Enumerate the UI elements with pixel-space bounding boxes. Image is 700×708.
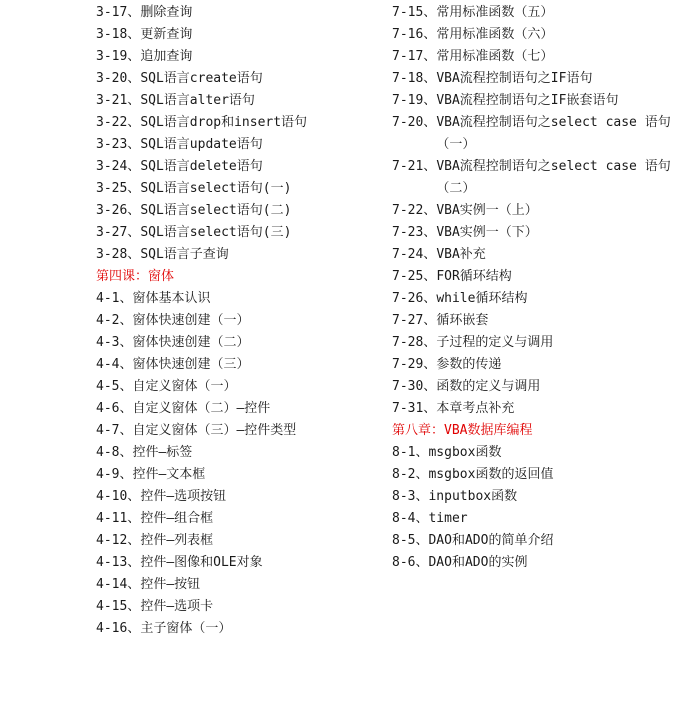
lesson-number: 7-17、 bbox=[392, 49, 437, 64]
lesson-title: 控件—按钮 bbox=[140, 577, 201, 592]
lesson-title: 主子窗体（一） bbox=[140, 621, 232, 636]
lesson-title: 控件—选项按钮 bbox=[140, 489, 227, 504]
lesson-item bbox=[96, 156, 386, 178]
lesson-number: 8-3、 bbox=[392, 489, 429, 504]
lesson-number: 7-24、 bbox=[392, 247, 437, 262]
lesson-title: 函数的定义与调用 bbox=[436, 379, 541, 394]
lesson-item bbox=[96, 68, 386, 90]
lesson-number: 7-21、 bbox=[392, 159, 437, 174]
lesson-item bbox=[96, 376, 386, 398]
lesson-number: 7-20、 bbox=[392, 115, 437, 130]
lesson-title: SQL语言select语句(二) bbox=[140, 203, 292, 218]
lesson-item bbox=[96, 530, 386, 552]
lesson-title: SQL语言select语句(三) bbox=[140, 225, 292, 240]
lesson-item bbox=[392, 200, 692, 222]
lesson-number: 8-5、 bbox=[392, 533, 429, 548]
lesson-item bbox=[392, 24, 692, 46]
lesson-item bbox=[392, 288, 692, 310]
lesson-title: 常用标准函数（五） bbox=[436, 5, 554, 20]
lesson-number: 4-11、 bbox=[96, 511, 141, 526]
lesson-number: 4-15、 bbox=[96, 599, 141, 614]
lesson-title: SQL语言create语句 bbox=[140, 71, 263, 86]
lesson-title: 控件—列表框 bbox=[140, 533, 214, 548]
lesson-number: 7-15、 bbox=[392, 5, 437, 20]
lesson-item bbox=[96, 112, 386, 134]
lesson-title: 常用标准函数（六） bbox=[436, 27, 554, 42]
lesson-number: 7-28、 bbox=[392, 335, 437, 350]
lesson-item bbox=[96, 442, 386, 464]
lesson-title: VBA流程控制语句之select case 语句（一） bbox=[436, 115, 671, 152]
lesson-item bbox=[96, 486, 386, 508]
lesson-number: 4-7、 bbox=[96, 423, 133, 438]
lesson-item bbox=[96, 618, 386, 640]
lesson-title: 自定义窗体（三）—控件类型 bbox=[132, 423, 297, 438]
lesson-number: 7-18、 bbox=[392, 71, 437, 86]
lesson-number: 7-30、 bbox=[392, 379, 437, 394]
lesson-number: 3-19、 bbox=[96, 49, 141, 64]
lesson-item bbox=[392, 332, 692, 354]
lesson-number: 7-22、 bbox=[392, 203, 437, 218]
lesson-title: 自定义窗体（一） bbox=[132, 379, 237, 394]
lesson-title: VBA补充 bbox=[436, 247, 486, 262]
lesson-number: 7-26、 bbox=[392, 291, 437, 306]
lesson-number: 4-5、 bbox=[96, 379, 133, 394]
lesson-title: VBA流程控制语句之IF嵌套语句 bbox=[436, 93, 619, 108]
lesson-number: 3-25、 bbox=[96, 181, 141, 196]
lesson-item bbox=[392, 90, 692, 112]
lesson-title: FOR循环结构 bbox=[436, 269, 512, 284]
lesson-item bbox=[96, 552, 386, 574]
lesson-item bbox=[392, 2, 692, 24]
lesson-item bbox=[96, 90, 386, 112]
lesson-item bbox=[392, 530, 692, 552]
lesson-number: 3-23、 bbox=[96, 137, 141, 152]
lesson-item bbox=[96, 310, 386, 332]
lesson-title: DAO和ADO的实例 bbox=[428, 555, 528, 570]
lesson-number: 4-16、 bbox=[96, 621, 141, 636]
lesson-item bbox=[96, 222, 386, 244]
lesson-item bbox=[392, 112, 692, 156]
lesson-number: 4-6、 bbox=[96, 401, 133, 416]
lesson-number: 4-14、 bbox=[96, 577, 141, 592]
lesson-title: 子过程的定义与调用 bbox=[436, 335, 554, 350]
lesson-title: 参数的传递 bbox=[436, 357, 502, 372]
lesson-title: 更新查询 bbox=[140, 27, 193, 42]
lesson-title: 控件—图像和OLE对象 bbox=[140, 555, 263, 570]
lesson-number: 3-22、 bbox=[96, 115, 141, 130]
left-column bbox=[96, 2, 386, 640]
lesson-title: 删除查询 bbox=[140, 5, 193, 20]
lesson-item bbox=[392, 508, 692, 530]
lesson-number: 4-9、 bbox=[96, 467, 133, 482]
lesson-item bbox=[96, 420, 386, 442]
lesson-number: 7-16、 bbox=[392, 27, 437, 42]
lesson-item bbox=[96, 508, 386, 530]
lesson-title: 本章考点补充 bbox=[436, 401, 515, 416]
lesson-number: 3-20、 bbox=[96, 71, 141, 86]
lesson-title: 窗体快速创建（三） bbox=[132, 357, 250, 372]
lesson-number: 8-6、 bbox=[392, 555, 429, 570]
lesson-item bbox=[392, 244, 692, 266]
section-heading: 第四课：窗体 bbox=[96, 269, 175, 284]
lesson-item bbox=[392, 486, 692, 508]
lesson-title: SQL语言drop和insert语句 bbox=[140, 115, 308, 130]
lesson-item bbox=[96, 596, 386, 618]
lesson-item bbox=[96, 46, 386, 68]
lesson-item bbox=[96, 24, 386, 46]
lesson-title: while循环结构 bbox=[436, 291, 528, 306]
lesson-item bbox=[392, 310, 692, 332]
lesson-number: 3-17、 bbox=[96, 5, 141, 20]
lesson-number: 4-1、 bbox=[96, 291, 133, 306]
lesson-title: DAO和ADO的简单介绍 bbox=[428, 533, 554, 548]
lesson-item bbox=[96, 288, 386, 310]
lesson-number: 3-21、 bbox=[96, 93, 141, 108]
lesson-item bbox=[96, 200, 386, 222]
lesson-number: 3-26、 bbox=[96, 203, 141, 218]
lesson-item bbox=[96, 244, 386, 266]
lesson-number: 4-4、 bbox=[96, 357, 133, 372]
lesson-item bbox=[392, 552, 692, 574]
lesson-title: 追加查询 bbox=[140, 49, 193, 64]
lesson-title: SQL语言update语句 bbox=[140, 137, 263, 152]
lesson-title: 自定义窗体（二）—控件 bbox=[132, 401, 271, 416]
lesson-number: 3-18、 bbox=[96, 27, 141, 42]
lesson-number: 4-3、 bbox=[96, 335, 133, 350]
lesson-title: 控件—文本框 bbox=[132, 467, 206, 482]
lesson-number: 4-2、 bbox=[96, 313, 133, 328]
lesson-title: VBA流程控制语句之select case 语句（二） bbox=[436, 159, 671, 196]
lesson-title: SQL语言delete语句 bbox=[140, 159, 263, 174]
lesson-title: 控件—组合框 bbox=[140, 511, 214, 526]
lesson-number: 7-23、 bbox=[392, 225, 437, 240]
lesson-number: 8-1、 bbox=[392, 445, 429, 460]
lesson-item bbox=[96, 354, 386, 376]
lesson-title: msgbox函数的返回值 bbox=[428, 467, 554, 482]
lesson-number: 7-29、 bbox=[392, 357, 437, 372]
lesson-item bbox=[392, 354, 692, 376]
lesson-title: inputbox函数 bbox=[428, 489, 518, 504]
lesson-item bbox=[392, 222, 692, 244]
lesson-item bbox=[96, 178, 386, 200]
lesson-title: 窗体快速创建（一） bbox=[132, 313, 250, 328]
lesson-number: 3-24、 bbox=[96, 159, 141, 174]
lesson-item bbox=[392, 464, 692, 486]
lesson-item bbox=[96, 574, 386, 596]
lesson-title: 循环嵌套 bbox=[436, 313, 489, 328]
lesson-item bbox=[392, 398, 692, 420]
right-column bbox=[392, 2, 692, 574]
lesson-item bbox=[96, 134, 386, 156]
lesson-item bbox=[392, 442, 692, 464]
lesson-number: 3-28、 bbox=[96, 247, 141, 262]
lesson-number: 4-10、 bbox=[96, 489, 141, 504]
lesson-item bbox=[392, 46, 692, 68]
lesson-number: 7-19、 bbox=[392, 93, 437, 108]
section-heading: 第八章：VBA数据库编程 bbox=[392, 423, 533, 438]
lesson-item bbox=[96, 464, 386, 486]
lesson-number: 4-12、 bbox=[96, 533, 141, 548]
lesson-number: 7-25、 bbox=[392, 269, 437, 284]
lesson-title: SQL语言alter语句 bbox=[140, 93, 255, 108]
lesson-item bbox=[392, 156, 692, 200]
lesson-number: 8-4、 bbox=[392, 511, 429, 526]
lesson-title: 常用标准函数（七） bbox=[436, 49, 554, 64]
lesson-title: timer bbox=[428, 511, 468, 526]
lesson-title: VBA实例一（下） bbox=[436, 225, 538, 240]
lesson-title: VBA实例一（上） bbox=[436, 203, 538, 218]
lesson-number: 4-8、 bbox=[96, 445, 133, 460]
lesson-item bbox=[96, 398, 386, 420]
lesson-item bbox=[96, 332, 386, 354]
lesson-title: 控件—标签 bbox=[132, 445, 193, 460]
lesson-item bbox=[392, 266, 692, 288]
lesson-title: 窗体基本认识 bbox=[132, 291, 211, 306]
lesson-number: 4-13、 bbox=[96, 555, 141, 570]
lesson-title: VBA流程控制语句之IF语句 bbox=[436, 71, 593, 86]
lesson-number: 7-27、 bbox=[392, 313, 437, 328]
lesson-item bbox=[96, 2, 386, 24]
lesson-number: 8-2、 bbox=[392, 467, 429, 482]
lesson-item bbox=[392, 376, 692, 398]
lesson-title: SQL语言子查询 bbox=[140, 247, 229, 262]
lesson-title: 控件—选项卡 bbox=[140, 599, 214, 614]
lesson-item bbox=[392, 68, 692, 90]
lesson-title: 窗体快速创建（二） bbox=[132, 335, 250, 350]
lesson-title: SQL语言select语句(一) bbox=[140, 181, 292, 196]
lesson-number: 7-31、 bbox=[392, 401, 437, 416]
lesson-title: msgbox函数 bbox=[428, 445, 502, 460]
lesson-number: 3-27、 bbox=[96, 225, 141, 240]
